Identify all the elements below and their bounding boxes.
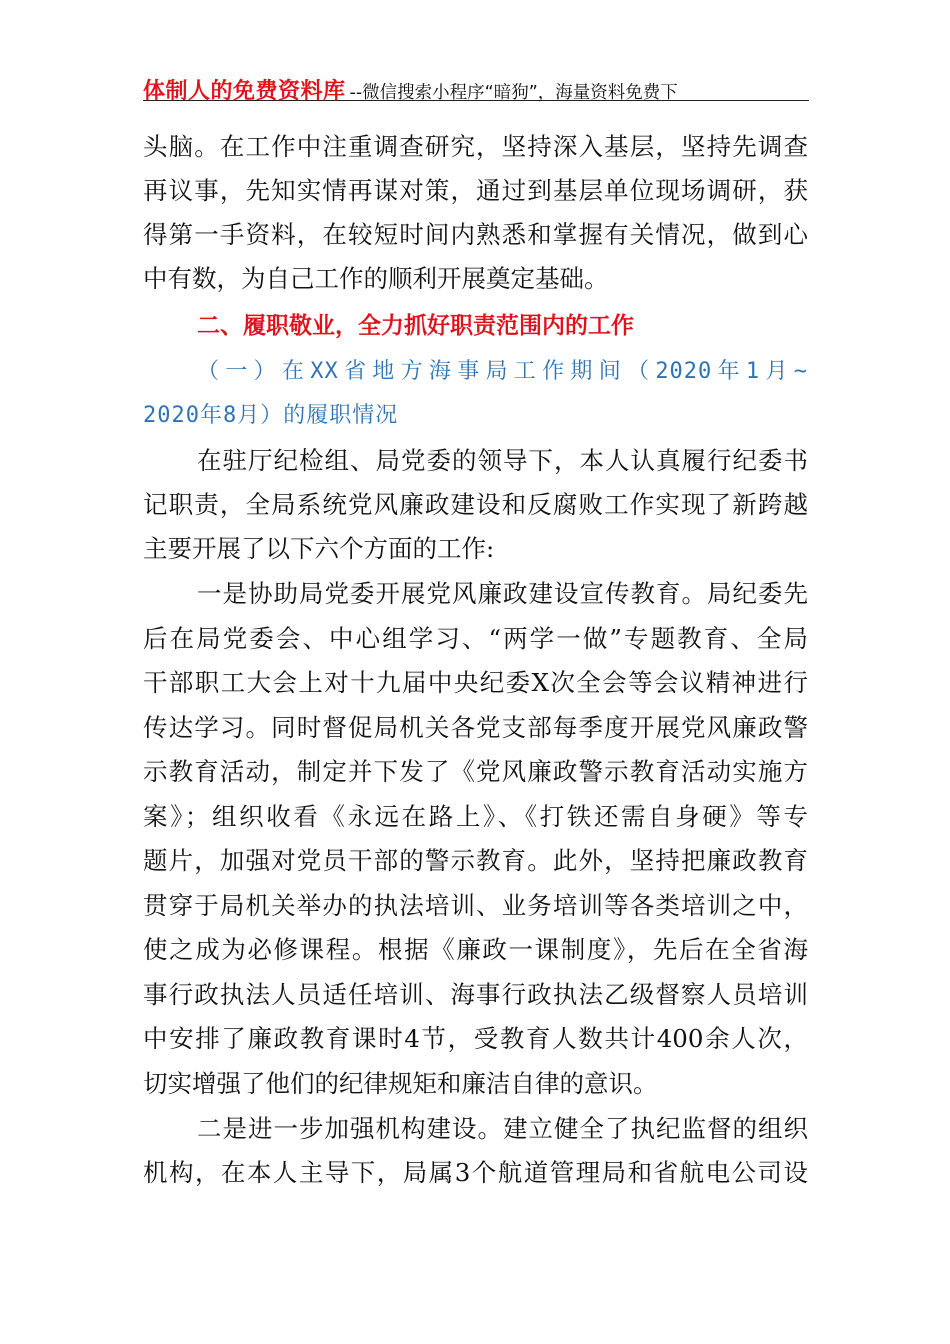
body-line: 案》；组织收看《永远在路上》、《打铁还需自身硬》等专 xyxy=(143,802,808,831)
section-heading: 二、履职敬业，全力抓好职责范围内的工作 xyxy=(197,313,634,339)
body-line: 事行政执法人员适任培训、海事行政执法乙级督察人员培训 xyxy=(143,980,808,1009)
body-line: 机构，在本人主导下，局属3个航道管理局和省航电公司设 xyxy=(143,1158,808,1187)
body-line: 题片，加强对党员干部的警示教育。此外，坚持把廉政教育 xyxy=(143,846,808,875)
subsection-heading: （一）在XX省地方海事局工作期间（2020年1月~ xyxy=(197,359,808,384)
body-line: 使之成为必修课程。根据《廉政一课制度》，先后在全省海 xyxy=(143,935,808,964)
header-tagline: --微信搜索小程序“暗狗”，海量资料免费下 xyxy=(349,83,678,103)
body-line: 记职责，全局系统党风廉政建设和反腐败工作实现了新跨越 xyxy=(143,490,808,519)
body-line: 再议事，先知实情再谋对策，通过到基层单位现场调研，获 xyxy=(143,176,808,205)
header-brand: 体制人的免费资料库 xyxy=(143,79,346,104)
body-line: 在驻厅纪检组、局党委的领导下，本人认真履行纪委书 xyxy=(197,446,808,475)
page-header xyxy=(143,74,809,104)
body-line: 一是协助局党委开展党风廉政建设宣传教育。局纪委先 xyxy=(197,579,808,608)
body-line: 中安排了廉政教育课时4节，受教育人数共计400余人次， xyxy=(143,1024,808,1053)
body-line: 得第一手资料，在较短时间内熟悉和掌握有关情况，做到心 xyxy=(143,220,808,249)
body-line: 示教育活动，制定并下发了《党风廉政警示教育活动实施方 xyxy=(143,757,808,786)
body-line: 主要开展了以下六个方面的工作: xyxy=(143,534,495,563)
body-line: 传达学习。同时督促局机关各党支部每季度开展党风廉政警 xyxy=(143,713,808,742)
body-line: 贯穿于局机关举办的执法培训、业务培训等各类培训之中， xyxy=(143,891,808,920)
body-line: 头脑。在工作中注重调查研究，坚持深入基层，坚持先调查 xyxy=(143,132,808,161)
body-line: 二是进一步加强机构建设。建立健全了执纪监督的组织 xyxy=(197,1114,808,1143)
body-line: 切实增强了他们的纪律规矩和廉洁自律的意识。 xyxy=(143,1069,658,1098)
body-line: 后在局党委会、中心组学习、“两学一做”专题教育、全局 xyxy=(143,624,808,653)
body-line: 干部职工大会上对十九届中央纪委X次全会等会议精神进行 xyxy=(143,668,808,697)
subsection-heading-cont: 2020年8月）的履职情况 xyxy=(143,403,399,428)
body-line: 中有数，为自己工作的顺利开展奠定基础。 xyxy=(143,264,609,293)
